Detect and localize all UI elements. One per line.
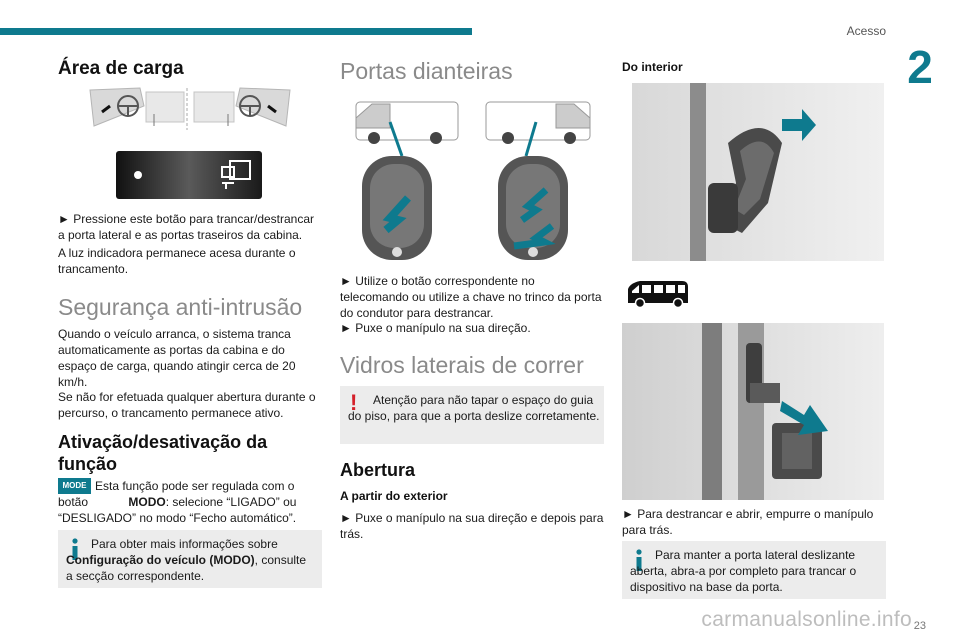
heading-security: Segurança anti-intrusão (58, 294, 303, 320)
heading-cargo-area: Área de carga (58, 58, 184, 79)
front-door-handle-diagram (350, 98, 594, 260)
cargo-paragraph-2: A luz indicadora permanece acesa durante o trancamento. (58, 246, 296, 276)
heading-sliding-windows: Vidros laterais de correr (340, 352, 584, 378)
warning-note (340, 386, 604, 444)
info-note-sliding (622, 541, 886, 599)
info-note-text: Para obter mais informações sobre Configuração do veículo (MODO), consulte a secção correspondente. (66, 537, 307, 583)
security-paragraph-1: Quando o veículo arranca, o sistema tranca automaticamente as portas da cabina e do espaço de carga, quando atingir cerca de 20 km/h. (58, 327, 296, 389)
dashboard-lock-diagram (88, 86, 292, 132)
cargo-paragraph-1: ► Pressione este botão para trancar/destrancar a porta lateral e as portas traseiros da cabina. (58, 212, 315, 242)
chapter-number: 2 (907, 41, 933, 93)
interior-paragraph: ► Para destrancar e abrir, empurre o manípulo para trás. (622, 507, 874, 537)
cargo-lock-button-panel (116, 151, 262, 199)
warning-text: Atenção para não tapar o espaço do guia do piso, para que a porta deslize corretamente. (348, 393, 600, 423)
info-sliding-text: Para manter a porta lateral deslizante aberta, abra-a por completo para trancar o dispositivo na base da porta. (630, 548, 857, 594)
front-doors-paragraph-2: ► Puxe o manípulo na sua direção. (340, 321, 531, 335)
header-accent-bar (0, 28, 472, 35)
heading-from-interior: Do interior (622, 60, 683, 74)
security-paragraph-2: Se não for efetuada qualquer abertura durante o percurso, o trancamento permanece ativo. (58, 390, 316, 420)
exterior-paragraph: ► Puxe o manípulo na sua direção e depois para trás. (340, 511, 604, 541)
mode-icon: MODE (58, 478, 91, 494)
heading-front-doors: Portas dianteiras (340, 58, 513, 84)
page-number: 23 (913, 620, 926, 632)
interior-handle-photo-1 (632, 83, 884, 261)
section-title: Acesso (846, 24, 886, 38)
van-icon (624, 277, 692, 309)
front-doors-paragraph-1: ► Utilize o botão correspondente no telecomando ou utilize a chave no trinco da porta do condutor para destrancar. (340, 274, 602, 320)
heading-opening: Abertura (340, 460, 416, 480)
mode-paragraph: Esta função pode ser regulada com o botão MODO: selecione “LIGADO” ou “DESLIGADO” no modo “Fecho automático”. (58, 479, 297, 525)
info-note-config (58, 530, 322, 588)
watermark: carmanualsonline.info (701, 608, 912, 631)
heading-from-exterior: A partir do exterior (340, 489, 448, 503)
heading-activation: Ativação/desativação da função (58, 432, 268, 474)
warning-icon: ! (350, 390, 358, 415)
interior-handle-photo-2 (622, 323, 884, 500)
